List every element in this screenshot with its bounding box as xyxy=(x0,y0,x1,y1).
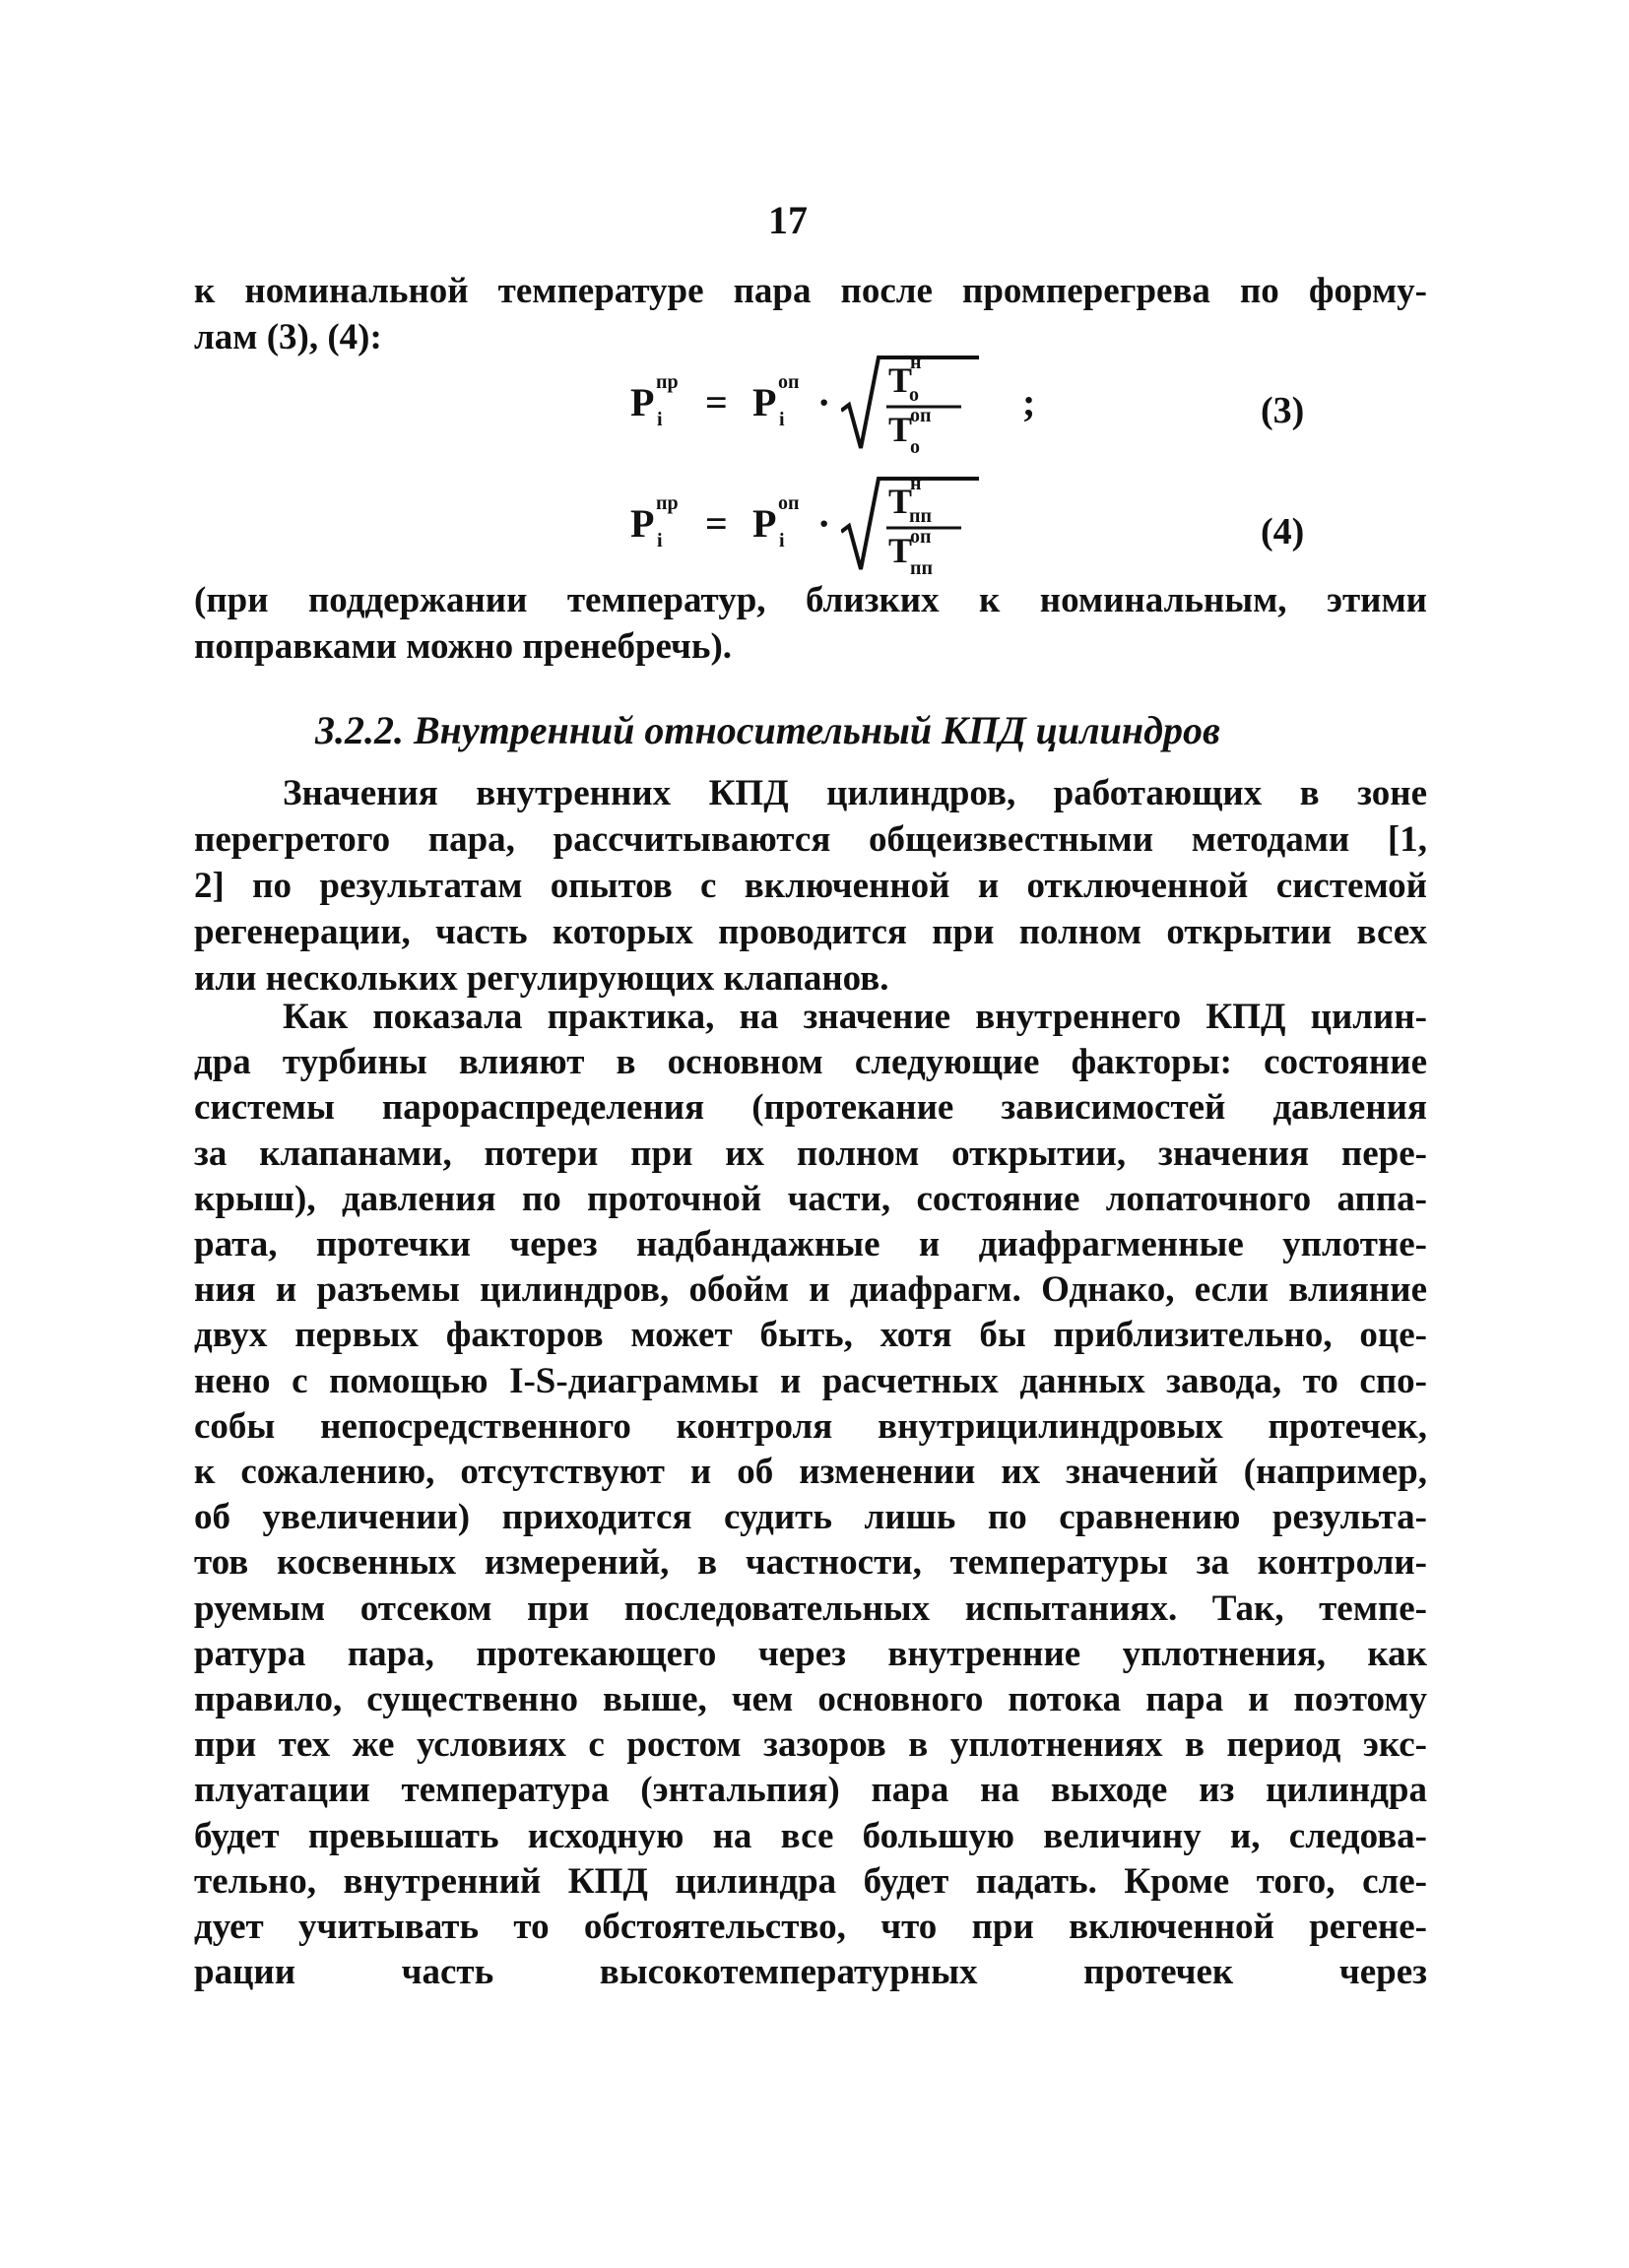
formula-lhs-sup: пр xyxy=(656,371,679,393)
fraction-numerator-sub: о xyxy=(909,384,919,406)
text-line: системы парораспределения (протекание зависимостей давления xyxy=(194,1087,1427,1129)
text-line: плуатации температура (энтальпия) пара на выходе из цилиндра xyxy=(194,1770,1427,1811)
intro-paragraph xyxy=(194,268,1427,360)
formula-equals: = xyxy=(705,380,728,424)
text-line: регенерации, часть которых проводится при полном открытии всех xyxy=(194,912,1427,952)
text-line: рации часть высокотемпературных протечек через xyxy=(194,1952,1427,1993)
fraction-denominator-symbol: T xyxy=(888,531,913,570)
fraction-numerator-sup: н xyxy=(910,352,922,373)
text-line: лам (3), (4): xyxy=(194,317,382,357)
formula-3 xyxy=(630,350,1305,458)
text-line: к сожалению, отсутствуют и об изменении их значений (например, xyxy=(194,1452,1427,1493)
equation-number: (3) xyxy=(1261,390,1305,431)
text-line: (при поддержании температур, близких к номинальным, этими xyxy=(194,580,1427,620)
formula-rhs-sub: i xyxy=(779,530,785,551)
fraction-numerator-sup: н xyxy=(910,473,922,494)
text-line: поправками можно пренебречь). xyxy=(194,626,733,667)
formula-semicolon: ; xyxy=(1022,380,1036,424)
formula-lhs-symbol: P xyxy=(630,380,655,424)
formula-lhs-sub: i xyxy=(657,530,663,551)
formula-lhs-symbol: P xyxy=(630,501,655,546)
page-number: 17 xyxy=(768,198,808,242)
formula-dot: · xyxy=(817,501,831,546)
text-line: ния и разъемы цилиндров, обойм и диафрагм. Однако, если влияние xyxy=(194,1269,1427,1311)
formula-rhs-sub: i xyxy=(779,409,785,430)
equation-number: (4) xyxy=(1261,511,1305,552)
text-line: к номинальной температуре пара после промперегрева по форму- xyxy=(194,271,1427,311)
text-line: или нескольких регулирующих клапанов. xyxy=(194,958,889,999)
text-line: дра турбины влияют в основном следующие факторы: состояние xyxy=(194,1042,1427,1083)
formula-rhs-symbol: P xyxy=(752,380,777,424)
formula-equals: = xyxy=(705,501,728,546)
formula-lhs-sub: i xyxy=(657,409,663,430)
formula-dot: · xyxy=(817,380,831,424)
fraction-denominator-sub: о xyxy=(910,436,920,458)
text-line: дует учитывать то обстоятельство, что при включенной регене- xyxy=(194,1907,1427,1948)
text-line: нено с помощью I-S-диаграммы и расчетных данных завода, то спо- xyxy=(194,1360,1427,1401)
formula-4 xyxy=(630,471,1305,579)
fraction-denominator-sub: пп xyxy=(910,557,934,579)
fraction-numerator-sub: пп xyxy=(909,505,933,527)
text-line: Как показала практика, на значение внутреннего КПД цилин- xyxy=(283,997,1427,1037)
paragraph-1 xyxy=(194,770,1427,1002)
text-line: перегретого пара, рассчитываются общеизвестными методами [1, xyxy=(194,819,1427,860)
section-heading: 3.2.2. Внутренний относительный КПД цилиндров xyxy=(315,708,1220,752)
fraction-denominator-sup: оп xyxy=(910,405,932,426)
fraction-denominator-symbol: T xyxy=(888,410,913,449)
text-line: ратура пара, протекающего через внутренние уплотнения, как xyxy=(194,1633,1427,1674)
text-line: правило, существенно выше, чем основного потока пара и поэтому xyxy=(194,1679,1427,1720)
fraction-denominator-sup: оп xyxy=(910,526,932,548)
text-line: 2] по результатам опытов с включенной и отключенной системой xyxy=(194,866,1427,906)
text-line: двух первых факторов может быть, хотя бы приблизительно, оце- xyxy=(194,1315,1427,1356)
fraction-numerator-symbol: T xyxy=(888,360,913,400)
formula-rhs-sup: оп xyxy=(778,492,800,514)
text-line: об увеличении) приходится судить лишь по сравнению результа- xyxy=(194,1497,1427,1538)
formula-rhs-sup: оп xyxy=(778,371,800,393)
formula-lhs-sup: пр xyxy=(656,492,679,514)
paragraph-2 xyxy=(194,995,1427,1995)
text-line: будет превышать исходную на все большую величину и, следова- xyxy=(194,1815,1427,1856)
text-line: крыш), давления по проточной части, состояние лопаточного аппа- xyxy=(194,1178,1427,1219)
note-paragraph xyxy=(194,577,1427,670)
formula-rhs-symbol: P xyxy=(752,501,777,546)
text-line: за клапанами, потери при их полном открытии, значения пере- xyxy=(194,1133,1427,1174)
text-line: руемым отсеком при последовательных испытаниях. Так, темпе- xyxy=(194,1588,1427,1629)
text-line: при тех же условиях с ростом зазоров в уплотнениях в период экс- xyxy=(194,1724,1427,1766)
text-line: тов косвенных измерений, в частности, температуры за контроли- xyxy=(194,1542,1427,1584)
text-line: рата, протечки через надбандажные и диафрагменные уплотне- xyxy=(194,1224,1427,1265)
text-line: тельно, внутренний КПД цилиндра будет падать. Кроме того, сле- xyxy=(194,1860,1427,1902)
fraction-numerator-symbol: T xyxy=(888,482,913,521)
text-line: собы непосредственного контроля внутрицилиндровых протечек, xyxy=(194,1405,1427,1447)
text-line: Значения внутренних КПД цилиндров, работающих в зоне xyxy=(283,773,1427,813)
